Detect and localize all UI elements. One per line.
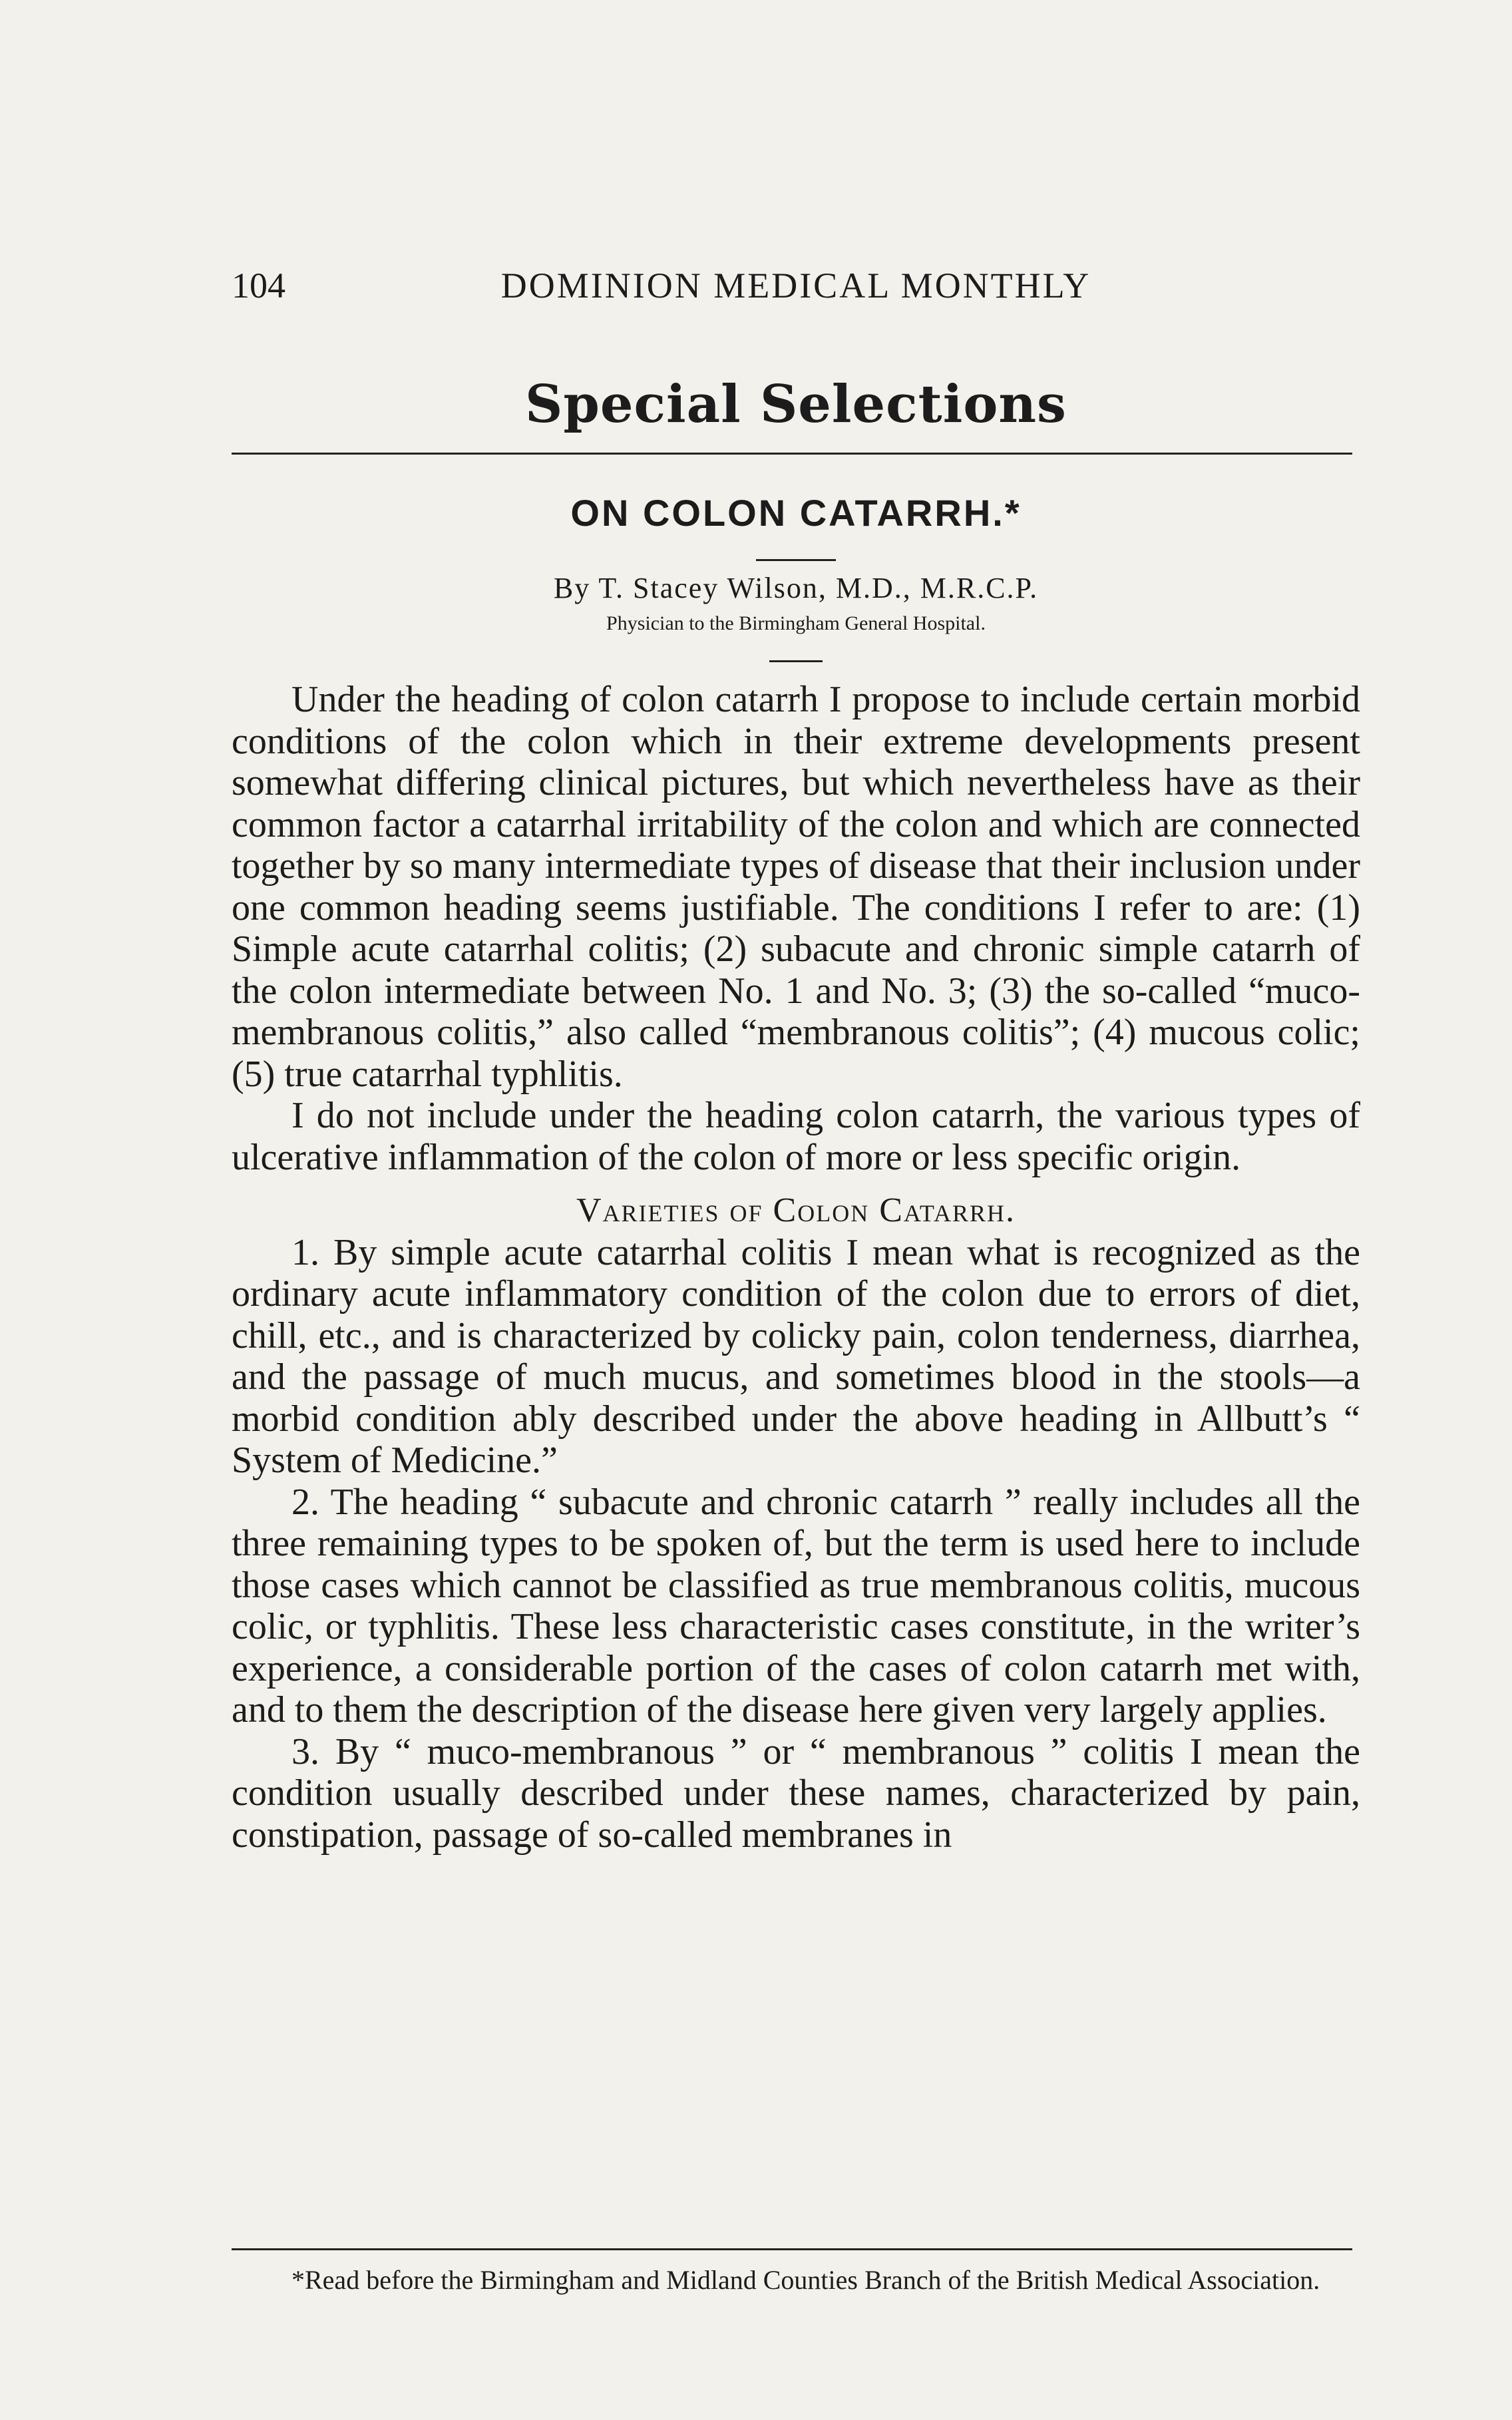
section-title: Special Selections: [525, 374, 1067, 435]
author-affiliation: Physician to the Birmingham General Hospital.: [606, 612, 986, 634]
paragraph-exclusion: I do not include under the heading colon catarrh, the various types of ulcerative inflammation of the colon of more or less specific origin.: [232, 1095, 1360, 1178]
footnote-rule: [232, 2248, 1352, 2250]
paragraph-variety-2: 2. The heading “ subacute and chronic catarrh ” really includes all the three remaining types to be spoken of, but the term is used here to include those cases which cannot be classified as true membranous colitis, mucous colic, or typhlitis. These less characteristic cases constitute, in the writer’s experience, a considerable portion of the cases of colon catarrh met with, and to them the description of the disease here given very largely applies.: [232, 1481, 1360, 1730]
subheading-varieties: Varieties of Colon Catarrh.: [576, 1191, 1016, 1229]
title-rule: [756, 559, 836, 561]
paragraph-intro: Under the heading of colon catarrh I propose to include certain morbid conditions of the colon which in their extreme developments present somewhat differing clinical pictures, but which nevertheless have as their common factor a catarrhal irritability of the colon and which are connected together by so many intermediate types of disease that their inclusion under one common heading seems justifiable. The conditions I refer to are: (1) Simple acute catarrhal colitis; (2) subacute and chronic simple catarrh of the colon intermediate between No. 1 and No. 3; (3) the so-called “muco-membranous colitis,” also called “membranous colitis”; (4) mucous colic; (5) true catarrhal typhlitis.: [232, 679, 1360, 1095]
section-divider: [232, 453, 1352, 455]
page-number: 104: [232, 266, 285, 305]
footnote-text: *Read before the Birmingham and Midland Counties Branch of the British Medical Association.: [291, 2265, 1320, 2295]
byline-rule: [769, 660, 823, 662]
author-byline: By T. Stacey Wilson, M.D., M.R.C.P.: [553, 572, 1039, 604]
paragraph-variety-1: 1. By simple acute catarrhal colitis I mean what is recognized as the ordinary acute inflammatory condition of the colon due to errors of diet, chill, etc., and is characterized by colicky pain, colon tenderness, diarrhea, and the passage of much mucus, and sometimes blood in the stools—a morbid condition ably described under the above heading in Allbutt’s “ System of Medicine.”: [232, 1231, 1360, 1481]
article-title: ON COLON CATARRH.*: [570, 492, 1022, 534]
footnote: [232, 2263, 1360, 2298]
journal-title: DOMINION MEDICAL MONTHLY: [500, 266, 1091, 305]
paragraph-variety-3: 3. By “ muco-membranous ” or “ membranous ” colitis I mean the condition usually described under these names, characterized by pain, constipation, passage of so-called membranes in: [232, 1730, 1360, 1856]
running-head: [232, 265, 1360, 311]
article-body: [232, 679, 1360, 1856]
